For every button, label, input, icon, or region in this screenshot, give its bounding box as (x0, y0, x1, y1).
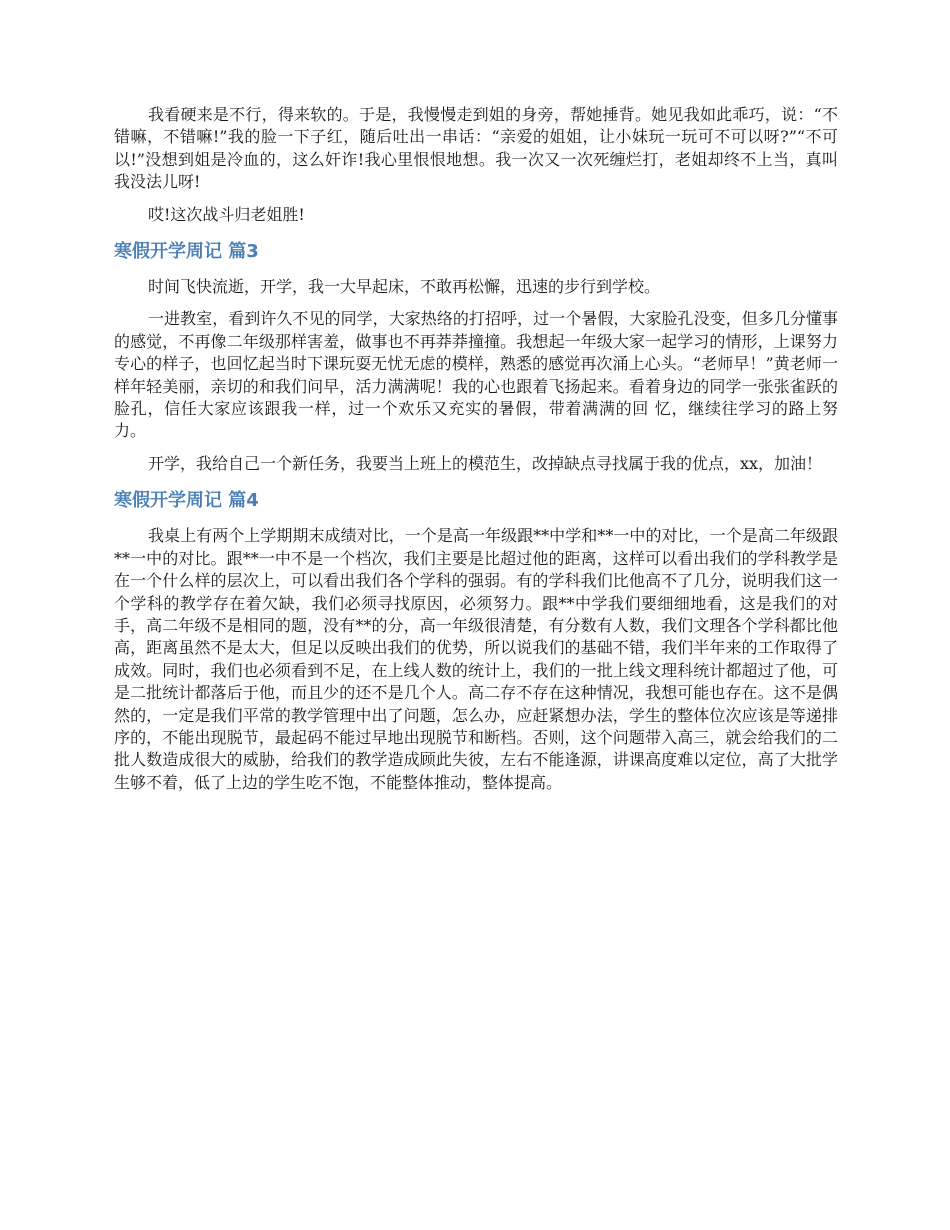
section-heading-4: 寒假开学周记 篇4 (114, 490, 259, 512)
paragraph: 开学，我给自己一个新任务，我要当上班上的模范生，改掉缺点寻找属于我的优点，xx，加油！ (148, 453, 823, 473)
section-heading-3: 寒假开学周记 篇3 (114, 241, 259, 263)
paragraph: 我看硬来是不行，得来软的。于是，我慢慢走到姐的身旁，帮她捶背。她见我如此乖巧，说：“不错嘛，不错嘛!”我的脸一下子红，随后吐出一串话：“亲爱的姐姐，让小妹玩一玩可不可以呀?”“不可以!”没想到姐是冷血的，这么奸诈!我心里恨恨地想。我一次又一次死缠烂打，老姐却终不上当，真叫我没法儿呀! (114, 105, 838, 192)
paragraph: 一进教室，看到许久不见的同学，大家热络的打招呼，过一个暑假，大家脸孔没变，但多几分懂事的感觉，不再像二年级那样害羞，做事也不再莽莽撞撞。我想起一年级大家一起学习的情形，上课努力专心的样子，也回忆起当时下课玩耍无忧无虑的模样，熟悉的感觉再次涌上心头。“老师早！”黄老师一样年轻美丽，亲切的和我们问早，活力满满呢！我的心也跟着飞扬起来。看着身边的同学一张张雀跃的脸孔，信任大家应该跟我一样，过一个欢乐又充实的暑假，带着满满的回 忆，继续往学习的路上努力。 (114, 309, 838, 441)
paragraph: 时间飞快流逝，开学，我一大早起床，不敢再松懈，迅速的步行到学校。 (148, 277, 661, 297)
paragraph: 哎!这次战斗归老姐胜! (148, 204, 305, 224)
paragraph: 我桌上有两个上学期期末成绩对比，一个是高一年级跟**中学和**一中的对比，一个是高二年级跟**一中的对比。跟**一中不是一个档次，我们主要是比超过他的距离，这样可以看出我们的学科教学是在一个什么样的层次上，可以看出我们各个学科的强弱。有的学科我们比他高不了几分，说明我们这一个学科的教学存在着欠缺，我们必须寻找原因，必须努力。跟**中学我们要细细地看，这是我们的对手，高二年级不是相同的题，没有**的分，高一年级很清楚，有分数有人数，我们文理各个学科都比他高，距离虽然不是太大，但足以反映出我们的优势，所以说我们的基础不错，我们半年来的工作取得了成效。同时，我们也必须看到不足，在上线人数的统计上，我们的一批上线文理科统计都超过了他，可是二批统计都落后于他，而且少的还不是几个人。高二存不存在这种情况，我想可能也存在。这不是偶然的，一定是我们平常的教学管理中出了问题，怎么办，应赶紧想办法，学生的整体位次应该是等递排序的，不能出现脱节，最起码不能过早地出现脱节和断档。否则，这个问题带入高三，就会给我们的二批人数造成很大的威胁，给我们的教学造成顾此失彼，左右不能逢源，讲课高度难以定位，高了大批学生够不着，低了上边的学生吃不饱，不能整体推动，整体提高。 (114, 526, 838, 792)
document-page (114, 104, 838, 794)
